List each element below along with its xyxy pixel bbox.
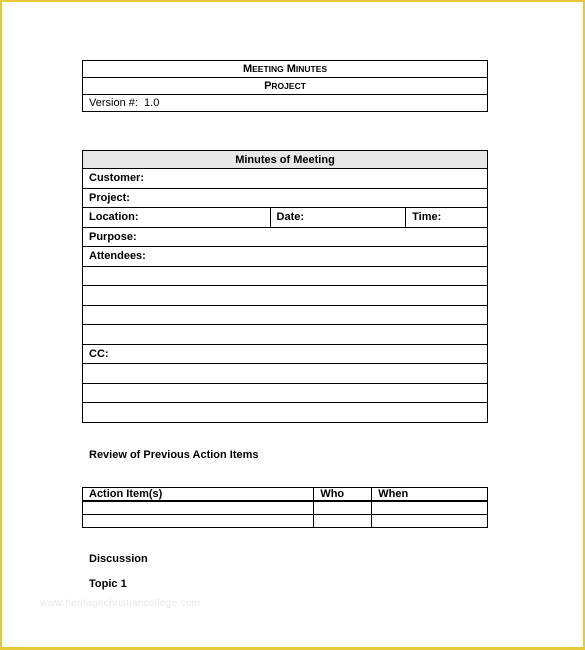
watermark: www.heritagechristiancollege.com — [40, 598, 201, 609]
when-cell[interactable] — [372, 501, 488, 514]
cc-field[interactable] — [83, 344, 488, 364]
document-header-table — [82, 60, 488, 112]
who-cell[interactable] — [314, 501, 372, 514]
action-item-cell[interactable] — [83, 514, 314, 527]
version-row — [83, 95, 488, 112]
action-item-cell[interactable] — [83, 501, 314, 514]
customer-label: Customer: — [89, 172, 145, 185]
discussion-heading: Discussion — [89, 553, 148, 565]
col-when: When — [372, 488, 488, 502]
review-heading: Review of Previous Action Items — [89, 449, 259, 461]
project-field[interactable] — [83, 188, 488, 208]
location-label: Location: — [89, 211, 139, 224]
version-value: 1.0 — [144, 97, 160, 109]
attendees-label: Attendees: — [89, 250, 146, 263]
date-field[interactable] — [270, 208, 406, 228]
purpose-label: Purpose: — [89, 230, 137, 243]
col-who: Who — [314, 488, 372, 502]
cc-label: CC: — [89, 347, 109, 360]
version-label: Version #: — [89, 97, 138, 109]
purpose-field[interactable] — [83, 227, 488, 247]
project-heading: PROJECT — [83, 78, 488, 95]
attendees-field[interactable] — [83, 247, 488, 267]
attendee-row[interactable] — [83, 325, 488, 345]
when-cell[interactable] — [372, 514, 488, 527]
customer-field[interactable] — [83, 169, 488, 189]
location-field[interactable] — [83, 208, 271, 228]
attendee-row[interactable] — [83, 286, 488, 306]
cc-row[interactable] — [83, 383, 488, 403]
who-cell[interactable] — [314, 514, 372, 527]
col-action-items: Action Item(s) — [83, 488, 314, 502]
date-label: Date: — [276, 211, 305, 224]
project-label: Project: — [89, 191, 130, 204]
cc-row[interactable] — [83, 364, 488, 384]
attendee-row[interactable] — [83, 266, 488, 286]
minutes-title: Minutes of Meeting — [83, 151, 488, 169]
topic-heading: Topic 1 — [89, 578, 127, 590]
minutes-table — [82, 150, 488, 423]
attendee-row[interactable] — [83, 305, 488, 325]
time-label: Time: — [412, 211, 442, 224]
action-items-table — [82, 487, 488, 528]
time-field[interactable] — [406, 208, 488, 228]
cc-row[interactable] — [83, 403, 488, 423]
document-title: MEETING MINUTES — [83, 61, 488, 78]
